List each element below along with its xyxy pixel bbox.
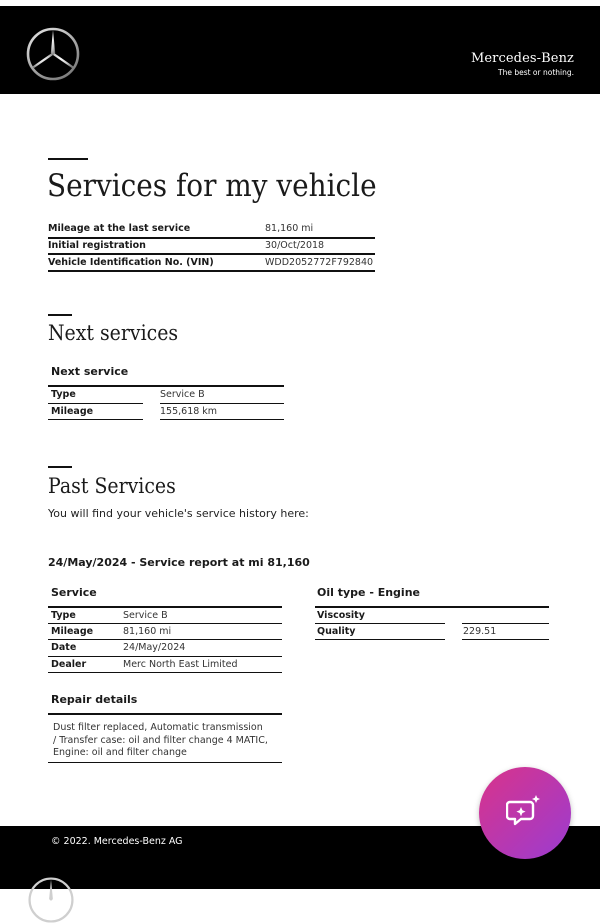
service-report-title: 24/May/2024 - Service report at mi 81,160 <box>48 556 310 569</box>
next-service-row <box>51 387 284 403</box>
service-label: Date <box>51 642 77 653</box>
service-value: 24/May/2024 <box>123 642 186 653</box>
vehicle-info-value: 30/Oct/2018 <box>265 240 325 251</box>
service-row <box>51 640 282 656</box>
vehicle-info-label: Mileage at the last service <box>48 223 191 234</box>
next-service-row <box>51 404 284 420</box>
oil-label: Quality <box>317 626 356 637</box>
divider <box>462 639 549 640</box>
header-bar <box>0 6 600 94</box>
brand-name: Mercedes-Benz <box>470 51 574 66</box>
next-services-heading: Next services <box>48 321 179 345</box>
vehicle-info-row <box>48 221 378 237</box>
service-subheading: Service <box>51 586 97 599</box>
oil-value: 229.51 <box>463 626 497 637</box>
oil-row <box>317 608 549 624</box>
service-value: Merc North East Limited <box>123 659 238 670</box>
mercedes-star-icon <box>27 876 75 924</box>
next-service-value: 155,618 km <box>160 406 218 417</box>
next-service-label: Mileage <box>51 406 94 417</box>
service-label: Dealer <box>51 659 87 670</box>
next-service-subheading: Next service <box>51 365 129 378</box>
divider <box>48 672 282 673</box>
chat-assistant-button[interactable] <box>479 767 571 859</box>
repair-subheading: Repair details <box>51 693 138 706</box>
section-rule <box>48 314 72 316</box>
divider <box>48 713 282 715</box>
vehicle-info-label: Initial registration <box>48 240 146 251</box>
service-value: Service B <box>123 610 168 621</box>
page-title: Services for my vehicle <box>47 168 377 204</box>
next-service-label: Type <box>51 389 76 400</box>
past-services-intro: You will find your vehicle's service history here: <box>48 507 309 520</box>
chat-sparkle-icon <box>506 793 544 831</box>
vehicle-info-label: Vehicle Identification No. (VIN) <box>48 257 214 268</box>
mercedes-star-icon <box>25 26 81 82</box>
section-rule <box>48 466 72 468</box>
service-row <box>51 608 282 624</box>
divider <box>48 270 375 272</box>
copyright-text: © 2022. Mercedes-Benz AG <box>51 836 183 847</box>
vehicle-info-row <box>48 238 378 254</box>
vehicle-info-value: WDD2052772F792840 <box>265 257 374 268</box>
vehicle-info-row <box>48 255 378 271</box>
repair-details-text: Dust filter replaced, Automatic transmission / Transfer case: oil and filter change 4 MATIC, Engine: oil and filter change <box>53 722 268 758</box>
oil-row <box>317 624 549 640</box>
section-rule <box>48 158 88 160</box>
divider <box>48 419 143 420</box>
service-value: 81,160 mi <box>123 626 172 637</box>
vehicle-info-value: 81,160 mi <box>265 223 314 234</box>
brand-block <box>471 51 574 77</box>
oil-label: Viscosity <box>317 610 365 621</box>
divider <box>48 762 282 763</box>
service-row <box>51 624 282 640</box>
service-row <box>51 657 282 673</box>
next-service-value: Service B <box>160 389 205 400</box>
past-services-heading: Past Services <box>48 474 176 498</box>
service-label: Type <box>51 610 76 621</box>
service-label: Mileage <box>51 626 94 637</box>
oil-subheading: Oil type - Engine <box>317 586 420 599</box>
divider <box>160 419 284 420</box>
divider <box>315 639 445 640</box>
brand-tagline: The best or nothing. <box>497 68 574 77</box>
